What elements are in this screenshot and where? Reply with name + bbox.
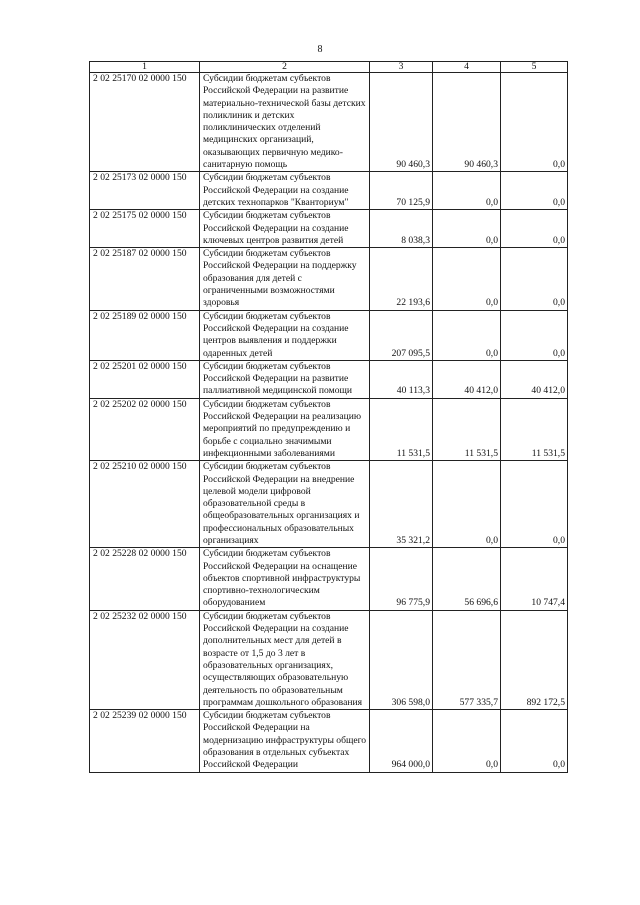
amount-col5: 10 747,4	[501, 548, 568, 610]
column-header: 1	[90, 62, 200, 73]
amount-col3: 22 193,6	[370, 248, 433, 310]
subsidy-description: Субсидии бюджетам субъектов Российской Федерации на создание центров выявления и поддержки одаренных детей	[200, 310, 370, 360]
table-row	[90, 548, 568, 610]
column-header: 3	[370, 62, 433, 73]
amount-col4: 0,0	[433, 172, 501, 210]
amount-col5: 11 531,5	[501, 398, 568, 460]
table-row	[90, 710, 568, 772]
budget-code: 2 02 25170 02 0000 150	[90, 73, 200, 172]
amount-col5: 40 412,0	[501, 360, 568, 398]
amount-col5: 0,0	[501, 710, 568, 772]
subsidy-description: Субсидии бюджетам субъектов Российской Федерации на реализацию мероприятий по предупреждению и борьбе с социально значимыми инфекционными заболеваниями	[200, 398, 370, 460]
table-row	[90, 398, 568, 460]
amount-col4: 0,0	[433, 210, 501, 248]
subsidy-description: Субсидии бюджетам субъектов Российской Федерации на оснащение объектов спортивной инфраструктуры спортивно-технологическим оборудованием	[200, 548, 370, 610]
amount-col4: 0,0	[433, 461, 501, 548]
table-row	[90, 210, 568, 248]
amount-col4: 40 412,0	[433, 360, 501, 398]
budget-code: 2 02 25228 02 0000 150	[90, 548, 200, 610]
amount-col3: 306 598,0	[370, 610, 433, 709]
budget-code: 2 02 25210 02 0000 150	[90, 461, 200, 548]
page-number: 8	[317, 44, 323, 55]
amount-col5: 0,0	[501, 248, 568, 310]
amount-col5: 892 172,5	[501, 610, 568, 709]
amount-col4: 90 460,3	[433, 73, 501, 172]
subsidy-description: Субсидии бюджетам субъектов Российской Федерации на развитие паллиативной медицинской помощи	[200, 360, 370, 398]
amount-col5: 0,0	[501, 73, 568, 172]
table-row	[90, 73, 568, 172]
subsidy-description: Субсидии бюджетам субъектов Российской Федерации на модернизацию инфраструктуры общего образования в отдельных субъектах Российской Федерации	[200, 710, 370, 772]
amount-col3: 70 125,9	[370, 172, 433, 210]
budget-code: 2 02 25201 02 0000 150	[90, 360, 200, 398]
table-row	[90, 172, 568, 210]
amount-col3: 40 113,3	[370, 360, 433, 398]
table-row	[90, 310, 568, 360]
amount-col4: 0,0	[433, 310, 501, 360]
table-row	[90, 610, 568, 709]
amount-col3: 96 775,9	[370, 548, 433, 610]
amount-col3: 11 531,5	[370, 398, 433, 460]
budget-code: 2 02 25187 02 0000 150	[90, 248, 200, 310]
table-row	[90, 360, 568, 398]
table-row	[90, 248, 568, 310]
amount-col4: 0,0	[433, 710, 501, 772]
subsidy-description: Субсидии бюджетам субъектов Российской Федерации на внедрение целевой модели цифровой образовательной среды в общеобразовательных организациях и профессиональных образовательных организациях	[200, 461, 370, 548]
amount-col5: 0,0	[501, 172, 568, 210]
budget-code: 2 02 25189 02 0000 150	[90, 310, 200, 360]
amount-col4: 11 531,5	[433, 398, 501, 460]
amount-col4: 0,0	[433, 248, 501, 310]
budget-code: 2 02 25239 02 0000 150	[90, 710, 200, 772]
subsidy-description: Субсидии бюджетам субъектов Российской Федерации на создание ключевых центров развития детей	[200, 210, 370, 248]
column-header: 4	[433, 62, 501, 73]
budget-code: 2 02 25173 02 0000 150	[90, 172, 200, 210]
amount-col4: 56 696,6	[433, 548, 501, 610]
amount-col4: 577 335,7	[433, 610, 501, 709]
amount-col3: 90 460,3	[370, 73, 433, 172]
budget-code: 2 02 25202 02 0000 150	[90, 398, 200, 460]
amount-col3: 964 000,0	[370, 710, 433, 772]
subsidy-description: Субсидии бюджетам субъектов Российской Федерации на поддержку образования для детей с ограниченными возможностями здоровья	[200, 248, 370, 310]
column-header: 2	[200, 62, 370, 73]
amount-col3: 207 095,5	[370, 310, 433, 360]
amount-col3: 35 321,2	[370, 461, 433, 548]
table-row	[90, 461, 568, 548]
table-header-row	[90, 62, 568, 73]
column-header: 5	[501, 62, 568, 73]
subsidy-description: Субсидии бюджетам субъектов Российской Федерации на создание детских технопарков "Кванториум"	[200, 172, 370, 210]
budget-revenue-table	[89, 61, 568, 773]
amount-col5: 0,0	[501, 461, 568, 548]
amount-col3: 8 038,3	[370, 210, 433, 248]
amount-col5: 0,0	[501, 310, 568, 360]
amount-col5: 0,0	[501, 210, 568, 248]
budget-code: 2 02 25175 02 0000 150	[90, 210, 200, 248]
subsidy-description: Субсидии бюджетам субъектов Российской Федерации на развитие материально-технической базы детских поликлиник и детских поликлинических отделений медицинских организаций, оказывающих первичную медико-санитарную помощь	[200, 73, 370, 172]
subsidy-description: Субсидии бюджетам субъектов Российской Федерации на создание дополнительных мест для детей в возрасте от 1,5 до 3 лет в образовательных организациях, осуществляющих образовательную деятельность по образовательным программам дошкольного образования	[200, 610, 370, 709]
budget-code: 2 02 25232 02 0000 150	[90, 610, 200, 709]
